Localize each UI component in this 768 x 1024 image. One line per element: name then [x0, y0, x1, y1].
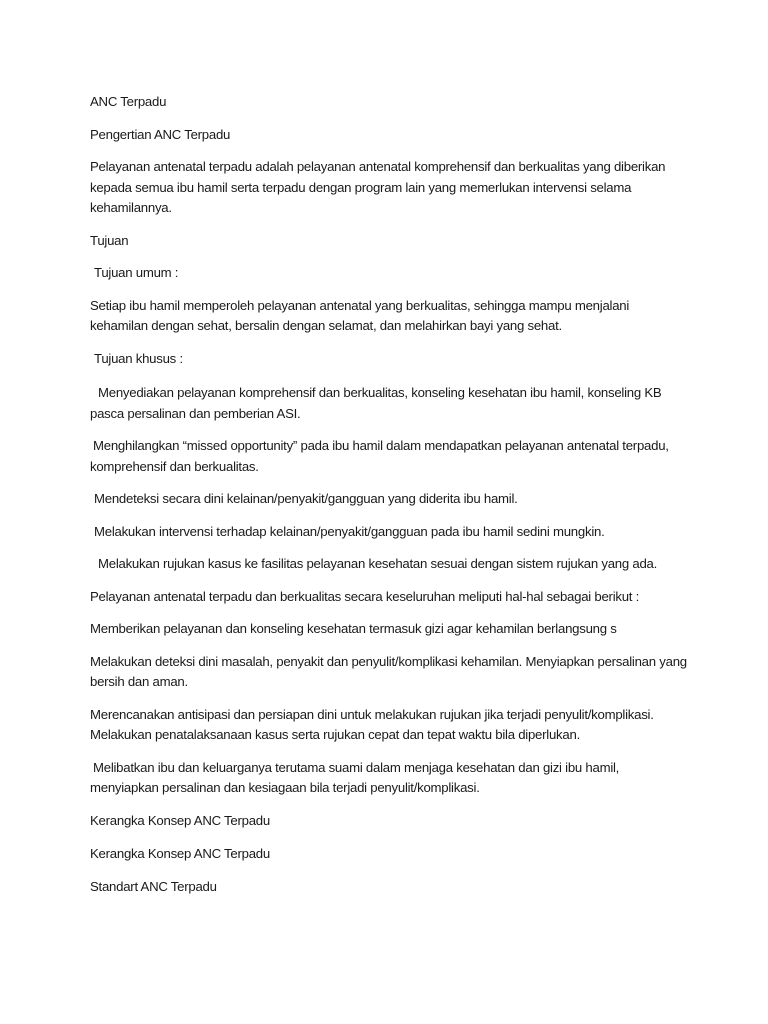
- meliputi-item-1: Memberikan pelayanan dan konseling kesehatan termasuk gizi agar kehamilan berlangsung s: [90, 621, 617, 636]
- tujuan-khusus-item-2: Menghilangkan “missed opportunity” pada ibu hamil dalam mendapatkan pelayanan antenatal terpadu, komprehensif dan berkualitas.: [90, 438, 669, 474]
- paragraph-tujuan-umum: Setiap ibu hamil memperoleh pelayanan antenatal yang berkualitas, sehingga mampu menjalani kehamilan dengan sehat, bersalin dengan selamat, dan melahirkan bayi yang sehat.: [90, 297, 630, 333]
- heading-kerangka-konsep-1: Kerangka Konsep ANC Terpadu: [90, 812, 270, 828]
- meliputi-item-2: Melakukan deteksi dini masalah, penyakit dan penyulit/komplikasi kehamilan. Menyiapkan persalinan yang bersih dan aman.: [90, 653, 687, 689]
- tujuan-khusus-item-1: Menyediakan pelayanan komprehensif dan berkualitas, konseling kesehatan ibu hamil, konseling KB pasca persalinan dan pemberian ASI.: [90, 385, 662, 421]
- document-page: [90, 92, 690, 897]
- meliputi-item-4: Melibatkan ibu dan keluarganya terutama suami dalam menjaga kesehatan dan gizi ibu hamil, menyiapkan persalinan dan kesiagaan bila terjadi penyulit/komplikasi.: [90, 759, 620, 795]
- tujuan-khusus-item-3: Mendeteksi secara dini kelainan/penyakit/gangguan yang diderita ibu hamil.: [94, 491, 518, 506]
- tujuan-khusus-item-4: Melakukan intervensi terhadap kelainan/penyakit/gangguan pada ibu hamil sedini mungkin.: [94, 523, 605, 539]
- heading-pengertian: Pengertian ANC Terpadu: [90, 126, 231, 142]
- heading-tujuan-umum: Tujuan umum :: [94, 265, 179, 280]
- heading-kerangka-konsep-2: Kerangka Konsep ANC Terpadu: [90, 846, 270, 861]
- paragraph-meliputi: Pelayanan antenatal terpadu dan berkualitas secara keseluruhan meliputi hal-hal sebagai berikut :: [90, 588, 640, 604]
- heading-tujuan: Tujuan: [90, 232, 129, 248]
- heading-standart: Standart ANC Terpadu: [90, 878, 217, 894]
- tujuan-khusus-item-5: Melakukan rujukan kasus ke fasilitas pelayanan kesehatan sesuai dengan sistem rujukan yang ada.: [98, 556, 658, 571]
- meliputi-item-3: Merencanakan antisipasi dan persiapan dini untuk melakukan rujukan jika terjadi penyulit/komplikasi. Melakukan penatalaksanaan kasus serta rujukan cepat dan tepat waktu bila diperlukan.: [90, 706, 654, 742]
- document-title: ANC Terpadu: [90, 94, 167, 109]
- heading-tujuan-khusus: Tujuan khusus :: [94, 350, 183, 366]
- paragraph-pengertian: Pelayanan antenatal terpadu adalah pelayanan antenatal komprehensif dan berkualitas yang diberikan kepada semua ibu hamil serta terpadu dengan program lain yang memerlukan intervensi selama kehamilannya.: [90, 159, 666, 215]
